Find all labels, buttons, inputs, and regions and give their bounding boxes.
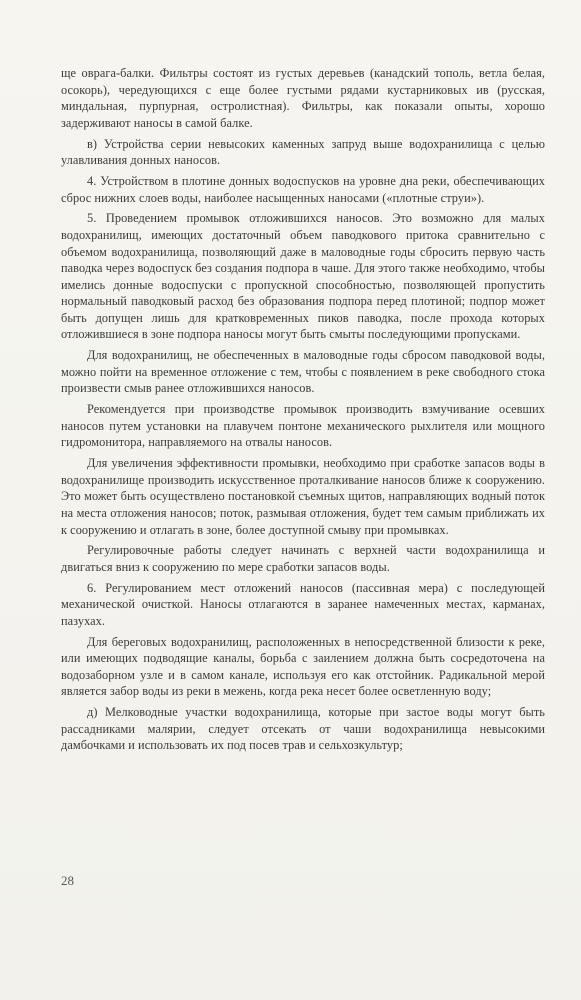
paragraph-regulation-works: Регулировочные работы следует начинать с верхней части водохранилища и двигаться вниз к сооружению по мере сработки запасов воды.	[61, 543, 545, 574]
paragraph-filter-continuation: ще оврага-балки. Фильтры состоят из густых деревьев (канадский тополь, ветла белая, осокорь), чередующихся с еще более густыми рядами кустарниковых ив (русская, миндальная, пурпурная, остролистная). Фильтры, как показали опыты, хорошо задерживают наносы в самой балке.	[61, 66, 545, 130]
paragraph-stone-dams: в) Устройства серии невысоких каменных запруд выше водохранилища с целью улавливания донных наносов.	[61, 136, 545, 168]
body-text	[61, 65, 545, 754]
paragraph-pushing-sediments: Для увеличения эффективности промывки, необходимо при сработке запасов воды в водохранилище производить искусственное проталкивание наносов ближе к сооружению. Это может быть осуществлено постановкой съемных щитов, направляющих водный поток на места отложения наносов; поток, размывая отложения, будет тем самым приближать их к сооружению и отлагать в зоне, более доступной смыву при промывках.	[61, 456, 545, 537]
paragraph-agitation: Рекомендуется при производстве промывок производить взмучивание осевших наносов путем установки на плавучем понтоне механического рыхлителя или мощного гидромонитора, направляемого на отвалы наносов.	[61, 402, 545, 450]
paragraph-temporary-deposition: Для водохранилищ, не обеспеченных в маловодные годы сбросом паводковой воды, можно пойти на временное отложение с тем, чтобы с появлением в реке свободного стока произвести смыв ранее отложившихся наносов.	[61, 348, 545, 396]
paragraph-deposition-regulation: 6. Регулированием мест отложений наносов (пассивная мера) с последующей механической очисткой. Наносы отлагаются в заранее намеченных местах, карманах, пазухах.	[61, 580, 545, 628]
page-number: 28	[61, 873, 74, 888]
paragraph-bank-reservoirs: Для береговых водохранилищ, расположенных в непосредственной близости к реке, или имеющих подводящие каналы, борьба с заилением должна быть сосредоточена на водозаборном узле и в самом канале, используя его как отстойник. Радикальной мерой является забор воды из реки в межень, когда река несет более осветленную воду;	[61, 634, 545, 699]
paragraph-flushing: 5. Проведением промывок отложившихся наносов. Это возможно для малых водохранилищ, имеющих достаточный объем паводкового притока сравнительно с объемом водохранилища, позволяющий даже в маловодные годы сбросить первую часть паводка через водоспуск без создания подпора в чаше. Для этого также необходимо, чтобы имелись донные водоспуски с пропускной способностью, позволяющей пропустить нормальный паводковый расход без образования подпора перед плотиной; подпор может быть допущен лишь для кратковременных пиков паводка, после прохода которых отложившиеся в зоне подпора наносы могут быть смыты последующими пропусками.	[61, 211, 545, 342]
paragraph-shallow-areas: д) Мелководные участки водохранилища, которые при застое воды могут быть рассадниками малярии, следует отсекать от чаши водохранилища невысокими дамбочками и использовать их под посев трав и сельхозкультур;	[61, 705, 545, 753]
paragraph-bottom-outlets: 4. Устройством в плотине донных водоспусков на уровне дна реки, обеспечивающих сброс нижних слоев воды, наиболее насыщенных наносами («плотные струи»).	[61, 173, 545, 205]
